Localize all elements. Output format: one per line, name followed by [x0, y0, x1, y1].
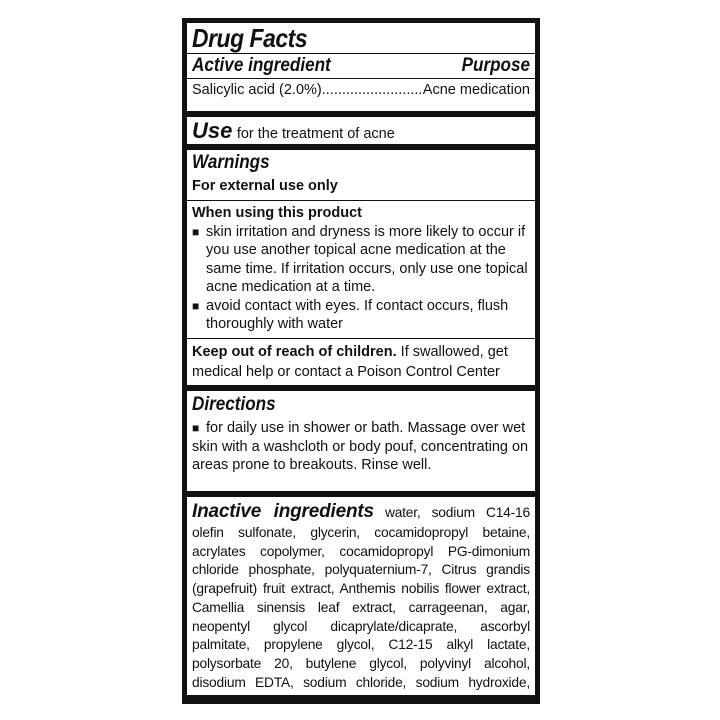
use-heading: Use — [192, 118, 233, 143]
warning-bullet-text: skin irritation and dryness is more likely to occur if you use another topical acne medication at the same time. If irritation occurs, only use one topical acne medication at a time. — [206, 223, 528, 295]
inactive-ingredients — [192, 500, 530, 695]
when-using-heading: When using this product — [192, 205, 362, 221]
warning-bullet — [192, 297, 530, 334]
warning-bullet — [192, 223, 530, 297]
directions-text: for daily use in shower or bath. Massage over wet skin with a washcloth or body pouf, concentrating on areas prone to breakouts. Rinse well. — [192, 420, 529, 473]
inactive-ingredients-box — [187, 497, 535, 695]
divider — [187, 200, 535, 201]
active-ingredient-header-row — [192, 54, 530, 78]
active-ingredient-row — [192, 79, 530, 101]
directions-box — [187, 391, 535, 491]
bullet-square-icon: ■ — [192, 298, 200, 313]
inactive-ingredients-heading: Inactive ingredients — [192, 501, 374, 522]
warning-bullet-text: avoid contact with eyes. If contact occurs, flush thoroughly with water — [206, 297, 509, 332]
warnings-box — [187, 150, 535, 385]
external-use-warning: For external use only — [192, 178, 338, 194]
directions-bullet — [192, 419, 530, 475]
purpose: Acne medication — [422, 82, 530, 98]
use-text: for the treatment of acne — [236, 126, 395, 142]
bullet-square-icon: ■ — [192, 224, 200, 239]
keep-out-text: If swallowed, get medical help or contact a Poison Control Center — [192, 343, 508, 380]
bullet-square-icon: ■ — [192, 421, 200, 435]
inactive-ingredients-text: water, sodium C14-16 olefin sulfonate, glycerin, cocamidopropyl betaine, acrylates copolymer, cocamidopropyl PG-dimonium chloride phosphate, polyquaternium-7, Citrus grandis (grapefruit) fruit extract, Anthemis nobilis flower extract, Camellia sinensis leaf extract, carrageenan, agar, neopentyl glycol dicaprylate/dicaprate, ascorbyl palmitate, propylene glycol, C12-15 alkyl lactate, polysorbate 20, butylene glycol, polyvinyl alcohol, disodium EDTA, sodium chloride, sodium hydroxide, — [192, 505, 530, 690]
warnings-heading: Warnings — [192, 152, 270, 173]
keep-out-warning — [192, 342, 530, 386]
drug-facts-box — [187, 23, 535, 111]
active-ingredient: Salicylic acid (2.0%)......................... — [192, 82, 423, 98]
drug-facts-panel — [182, 18, 540, 704]
use-box — [187, 117, 535, 144]
purpose-heading: Purpose — [461, 55, 530, 76]
keep-out-bold: Keep out of reach of children. — [192, 343, 397, 360]
divider — [187, 338, 535, 339]
active-ingredient-heading: Active ingredient — [192, 55, 331, 76]
directions-heading: Directions — [192, 394, 276, 415]
drug-facts-title: Drug Facts — [192, 23, 308, 53]
